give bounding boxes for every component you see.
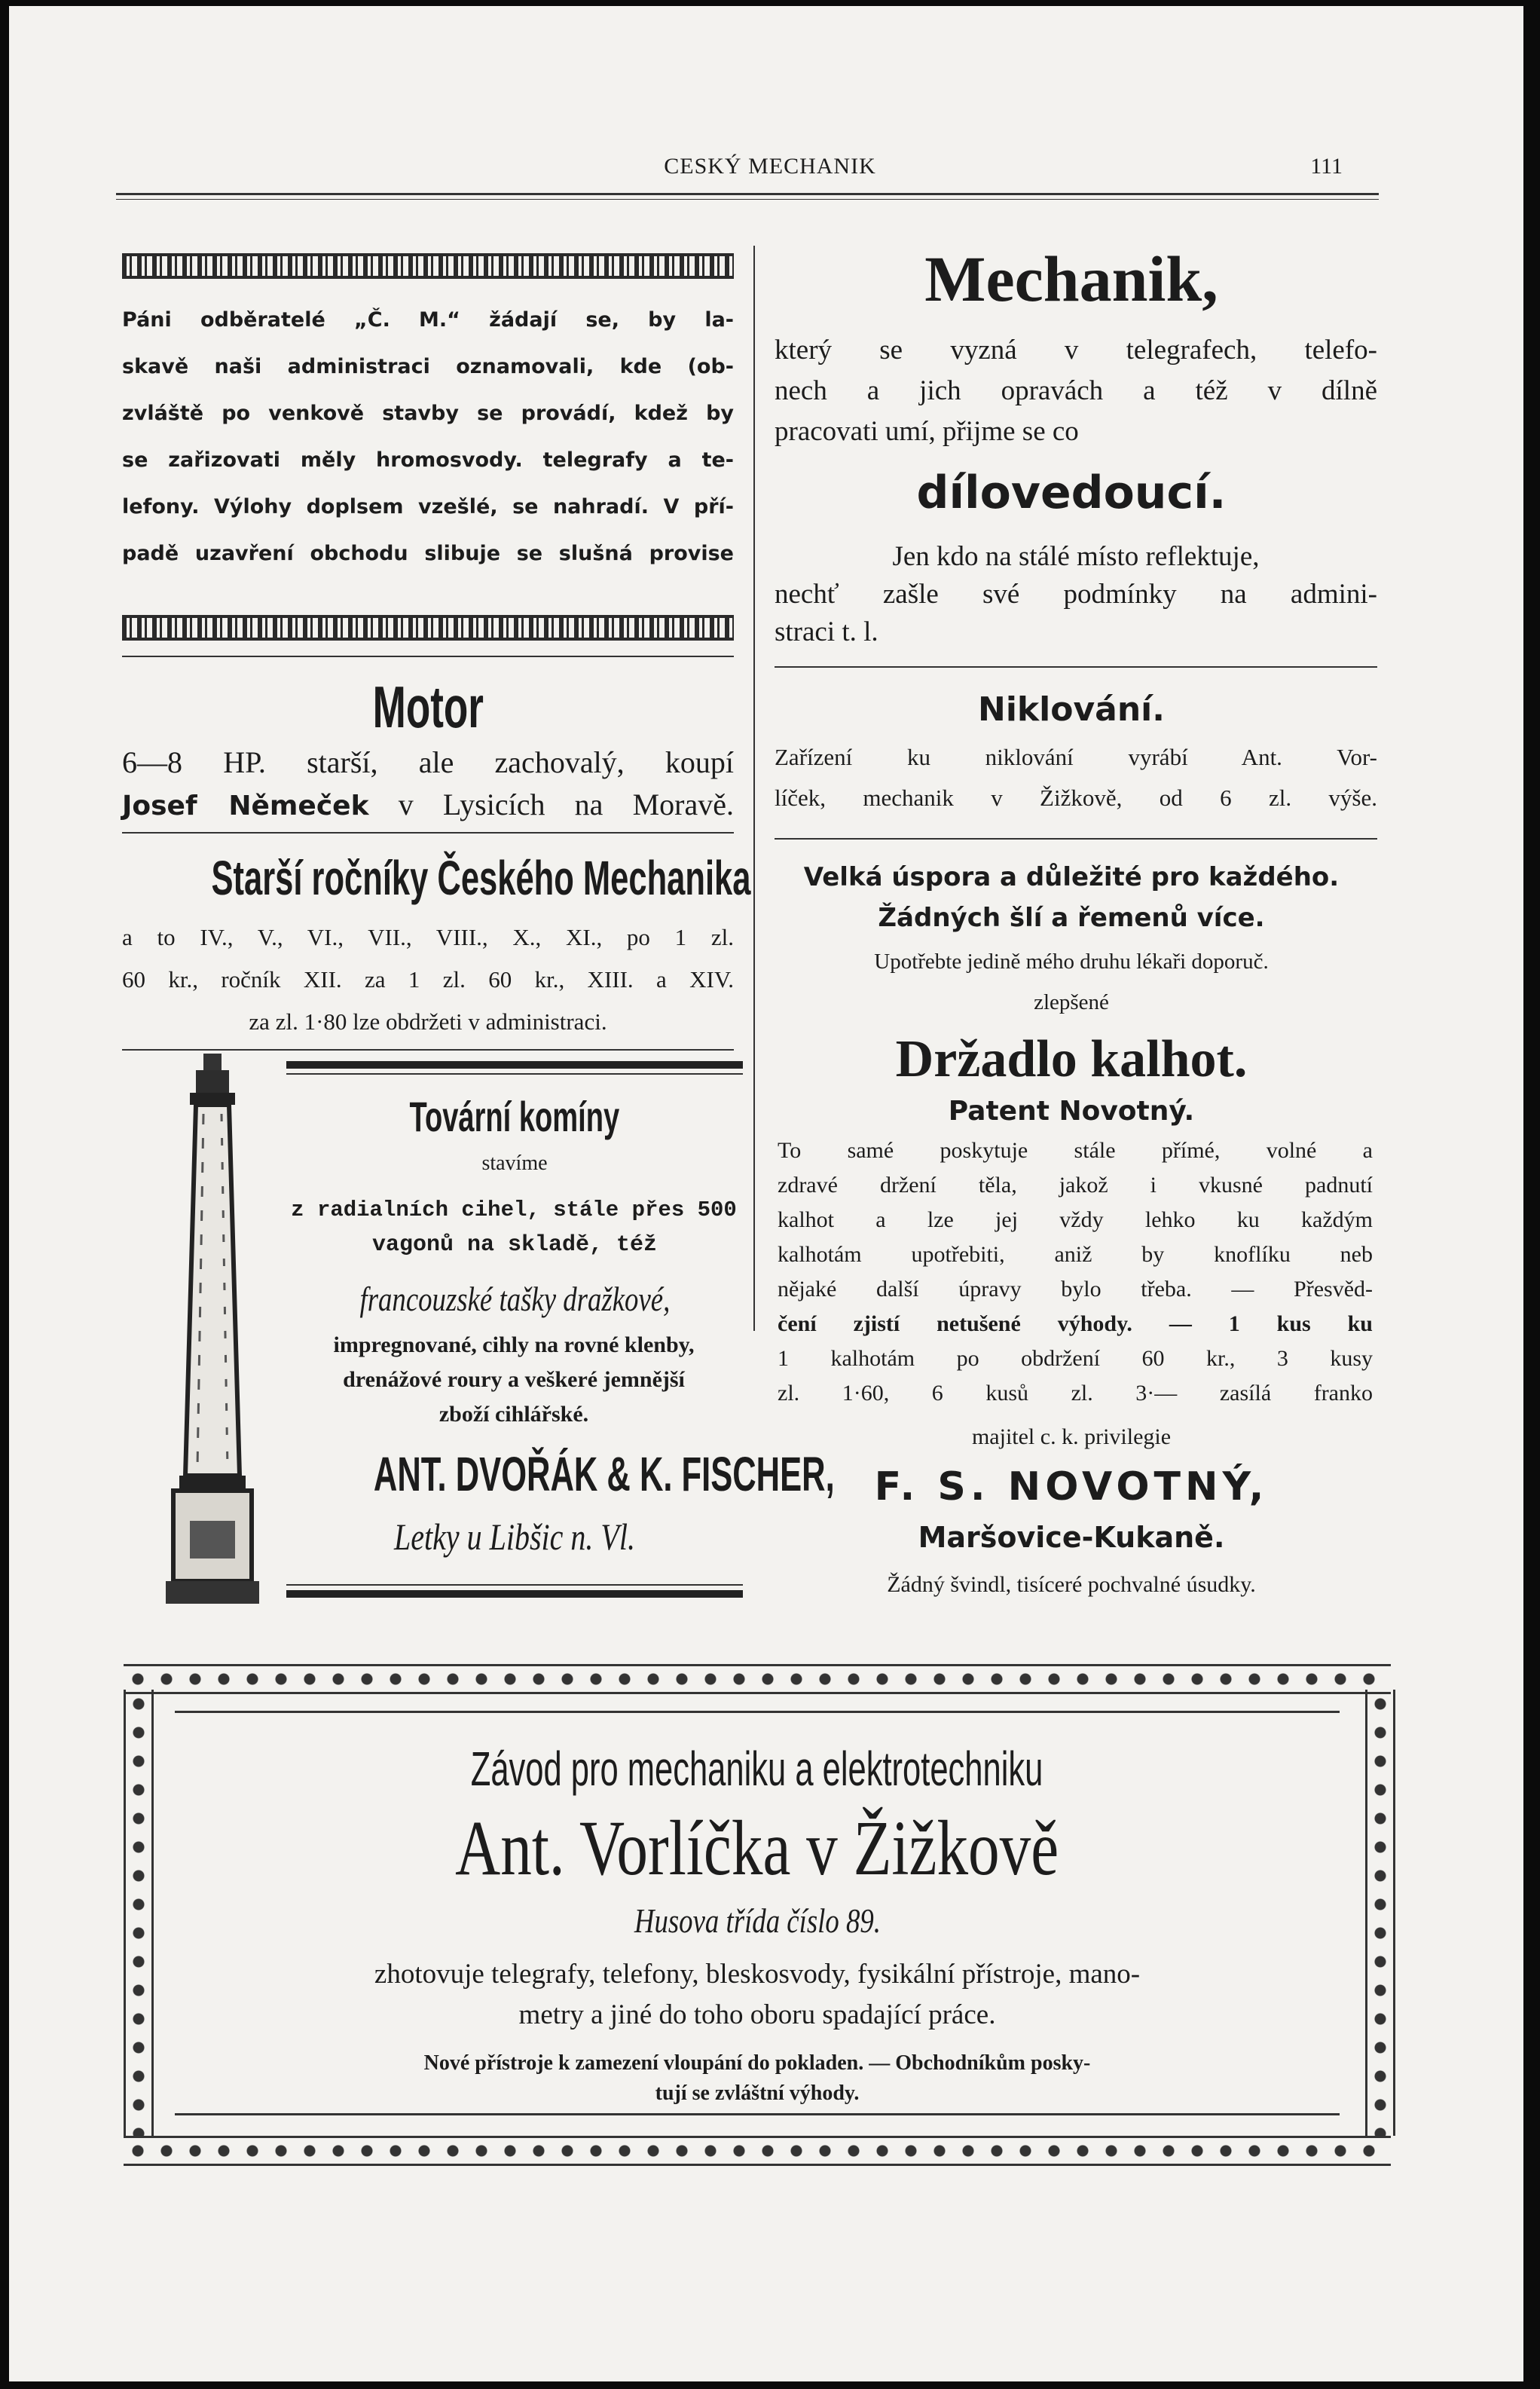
header-rule [116,193,1379,195]
mechanik-title: Mechanik, [924,243,1218,315]
chimney-sub: stavíme [481,1152,548,1175]
suspenders-line: kalhot a lze jej vždy lehko ku každým [778,1207,1373,1232]
chimney-line-3: francouzské tašky dražkové, [359,1280,670,1318]
separator-rule [775,838,1377,840]
nickel-title: Niklování. [978,690,1165,729]
subscribers-line: padě uzavření obchodu slibuje se slušná provise [122,542,734,565]
suspenders-head-3: Upotřebte jedině mého druhu lékaři doporuč. [874,950,1269,974]
frame-border-right [1365,1690,1395,2136]
vorlicek-headline: Závod pro mechaniku a elektrotechniku [471,1742,1043,1796]
vorlicek-line-1: zhotovuje telegrafy, telefony, bleskosvody, fysikální přístroje, mano- [374,1959,1141,1990]
suspenders-head-2: Žádných šlí a řemenů více. [878,903,1265,933]
mechanik-line: nechť zašle své podmínky na admini- [775,579,1377,610]
frame-inner-rule [175,2113,1340,2115]
chimney-line-5: drenážové roury a veškeré jemnější [343,1367,685,1392]
back-issues-text [122,916,734,1043]
suspenders-patent: Patent Novotný. [948,1096,1195,1127]
suspenders-footer: Žádný švindl, tisíceré pochvalné úsudky. [887,1572,1256,1597]
back-issues-title: Starší ročníky Českého Mechanika [211,851,751,905]
subscribers-notice [122,297,734,577]
mechanik-line: který se vyzná v telegrafech, telefo- [775,335,1377,366]
mechanik-line: nech a jich opravách a též v dílně [775,375,1377,406]
back-issues-line: 60 kr., ročník XII. za 1 zl. 60 kr., XIII. a XIV. [122,966,734,993]
separator-rule [775,666,1377,668]
mechanik-line: Jen kdo na stálé místo reflektuje, [892,541,1260,572]
suspenders-line: 1 kalhotám po obdržení 60 kr., 3 kusy [778,1346,1373,1371]
suspenders-place: Maršovice-Kukaně. [918,1521,1225,1554]
vorlicek-line-4: tují se zvláštní výhody. [655,2082,860,2105]
chimney-company: ANT. DVOŘÁK & K. FISCHER, [373,1447,835,1501]
chimney-line-4: impregnované, cihly na rovné klenby, [333,1332,695,1357]
mechanik-position: dílovedoucí. [916,466,1227,519]
nickel-line: Zařízení ku niklování vyrábí Ant. Vor- [775,744,1377,770]
chimney-frame-bottom [286,1590,743,1598]
chimney-illustration [160,1054,265,1619]
suspenders-head-1: Velká úspora a důležité pro každého. [803,862,1340,892]
ornament-border-top [122,253,734,279]
separator-rule [122,832,734,834]
suspenders-line: kalhotám upotřebiti, aniž by knoflíku neb [778,1242,1373,1267]
motor-line-2 [122,784,734,827]
ornament-border-bottom [122,615,734,641]
page-number: 111 [1310,154,1343,179]
subscribers-line: skavě naši administraci oznamovali, kde (ob- [122,355,734,378]
chimney-line-2: vagonů na skladě, též [371,1232,658,1258]
header-rule-thin [116,199,1379,200]
chimney-frame-top-thin [286,1073,743,1075]
chimney-frame-bottom-thin [286,1584,743,1586]
suspenders-body [778,1133,1373,1411]
suspenders-line: zl. 1·60, 6 kusů zl. 3·— zasílá franko [778,1381,1373,1406]
suspenders-title: Držadlo kalhot. [895,1030,1248,1088]
frame-inner-rule [175,1711,1340,1713]
suspenders-holder: majitel c. k. privilegie [971,1424,1172,1449]
motor-buyer: Josef Němeček [122,791,369,821]
separator-rule [122,1049,734,1051]
back-issues-line: a to IV., V., VI., VII., VIII., X., XI., po 1 zl. [122,924,734,950]
mechanik-line: pracovati umí, přijme se co [775,416,1079,447]
suspenders-name: F. S. NOVOTNÝ, [874,1464,1269,1510]
vorlicek-address: Husova třída číslo 89. [634,1901,881,1940]
frame-border-left [124,1690,154,2136]
mechanik-line: straci t. l. [775,616,878,647]
frame-border-bottom [124,2136,1391,2166]
subscribers-line: Páni odběratelé „Č. M.“ žádají se, by la- [122,308,734,332]
suspenders-line: nějaké další úpravy bylo třeba. — Přesvěd- [778,1277,1373,1302]
motor-line-1: 6—8 HP. starší, ale zachovalý, koupí [122,745,734,779]
mechanik-text-2 [775,538,1377,651]
page [9,6,1523,2381]
vorlicek-name: Ant. Vorlíčka v Žižkově [455,1805,1059,1892]
motor-buyer-place: v Lysicích na Moravě. [398,788,734,821]
suspenders-line: zdravé držení těla, jakož i vkusné padnutí [778,1173,1373,1198]
suspenders-head-4: zlepšené [1034,990,1109,1014]
nickel-text [775,737,1377,818]
chimney-line-6: zboží cihlářské. [438,1402,589,1427]
mechanik-text [775,330,1377,452]
subscribers-line: zvláště po venkově stavby se provádí, kdež by [122,402,734,425]
motor-title: Motor [372,674,484,740]
suspenders-line: To samé poskytuje stále přímé, volné a [778,1138,1373,1163]
chimney-line-1: z radialních cihel, stále přes 500 [291,1198,737,1222]
nickel-line: líček, mechanik v Žižkově, od 6 zl. výše. [775,785,1377,811]
suspenders-line: čení zjistí netušené výhody. — 1 kus ku [778,1311,1373,1336]
vorlicek-line-3: Nové přístroje k zamezení vloupání do pokladen. — Obchodníkům posky- [423,2051,1091,2075]
back-issues-line: za zl. 1·80 lze obdržeti v administraci. [249,1008,607,1035]
subscribers-line: lefony. Výlohy doplsem vzešlé, se nahradí. V pří- [122,495,734,518]
running-head: CESKÝ MECHANIK [664,154,876,179]
chimney-title: Tovární komíny [409,1093,620,1140]
column-divider [753,246,755,1331]
separator-rule [122,656,734,657]
frame-border-top [124,1664,1391,1694]
subscribers-line: se zařizovati měly hromosvody. telegrafy a te- [122,448,734,472]
motor-text [122,742,734,827]
vorlicek-line-2: metry a jiné do toho oboru spadající práce. [518,1999,996,2030]
chimney-frame-top [286,1061,743,1069]
chimney-place: Letky u Libšic n. Vl. [394,1516,635,1558]
